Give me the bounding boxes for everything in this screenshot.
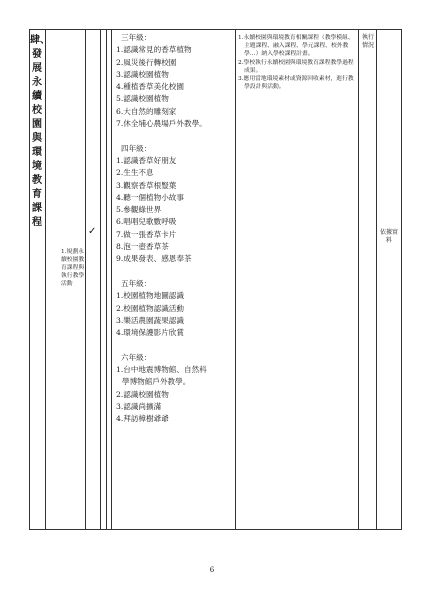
indicator-item: 2.學校執行永續校園與環境教育課程教學過程成果。 <box>238 59 354 74</box>
list-item: 4.種植香草美化校園 <box>116 82 184 92</box>
list-item: 2.風災後行轉校園 <box>116 57 177 67</box>
list-item: 1.校園植物地圖認識 <box>116 291 184 301</box>
table-divider <box>358 29 359 529</box>
table-border-bottom <box>29 529 402 530</box>
list-item: 3.認識尚擴滿 <box>116 401 162 411</box>
list-item: 4.拜訪樟樹爺爺 <box>116 414 169 424</box>
indicator-item: 3.應用當地環境素材或資源回收素材，進行教學設計與活動。 <box>238 76 354 91</box>
list-item: 6.大自然的雕刻家 <box>116 106 177 116</box>
table-divider <box>111 29 112 529</box>
list-item: 4.聽一個植物小故事 <box>116 192 184 202</box>
table-border-top <box>29 29 402 30</box>
indicator-list <box>238 34 358 91</box>
list-item: 2.校園植物認識活動 <box>116 303 184 313</box>
table-border-right <box>401 29 402 529</box>
page-number: 6 <box>209 566 215 574</box>
list-item: 3.樂活農園蔬果認識 <box>116 315 184 325</box>
list-item-continuation: 學博物館戶外教學。 <box>122 377 191 387</box>
list-item: 5.認識校園植物 <box>116 94 169 104</box>
goal-text: 1.規劃永續校園教育課程與執行教學活動 <box>61 249 85 287</box>
table-divider <box>45 29 46 529</box>
grade6-heading: 六年級： <box>121 352 152 362</box>
list-item: 3.觀察香草根豎葉 <box>116 180 177 190</box>
check-mark-icon: ✓ <box>88 226 97 237</box>
list-item: 6.唱唱兒歌數呼吸 <box>116 217 177 227</box>
list-item: 9.成果發表、感恩奉茶 <box>116 254 192 264</box>
curriculum-content <box>116 32 232 426</box>
list-item: 7.休全埔心農場戶外教學。 <box>116 119 207 129</box>
grade4-heading: 四年級： <box>121 143 152 153</box>
remark-text: 依據實料 <box>379 229 398 244</box>
list-item: 8.泡一壺香草茶 <box>116 242 169 252</box>
table-divider <box>100 29 101 529</box>
list-item: 1.台中地震博物館、自然科 <box>116 365 207 375</box>
status-label: 執行情況 <box>361 34 374 49</box>
grade3-heading: 三年級： <box>121 33 152 42</box>
list-item: 2.認識校園植物 <box>116 389 169 399</box>
list-item: 5.參觀綠世界 <box>116 205 162 215</box>
list-item: 2.生生不息 <box>116 168 154 178</box>
grade5-heading: 五年級： <box>121 278 152 288</box>
list-item: 3.認識校園植物 <box>116 69 169 79</box>
table-divider <box>376 29 377 529</box>
list-item: 1.認識常見的香草植物 <box>116 45 192 55</box>
list-item: 7.做一張香草卡片 <box>116 229 177 239</box>
category-heading: 肆、發展永續校園與環境教育課程 <box>30 35 50 228</box>
table-divider <box>235 29 236 529</box>
list-item: 4.環境保護影片欣賞 <box>116 328 184 338</box>
indicator-item: 1.永續校園與環境教育相關課程（教學模組、主題課程、融入課程、學元課程、校外教學…）納入學校課程計畫。 <box>238 35 354 58</box>
table-divider <box>106 29 107 529</box>
list-item: 1.認識香草好朋友 <box>116 155 177 165</box>
